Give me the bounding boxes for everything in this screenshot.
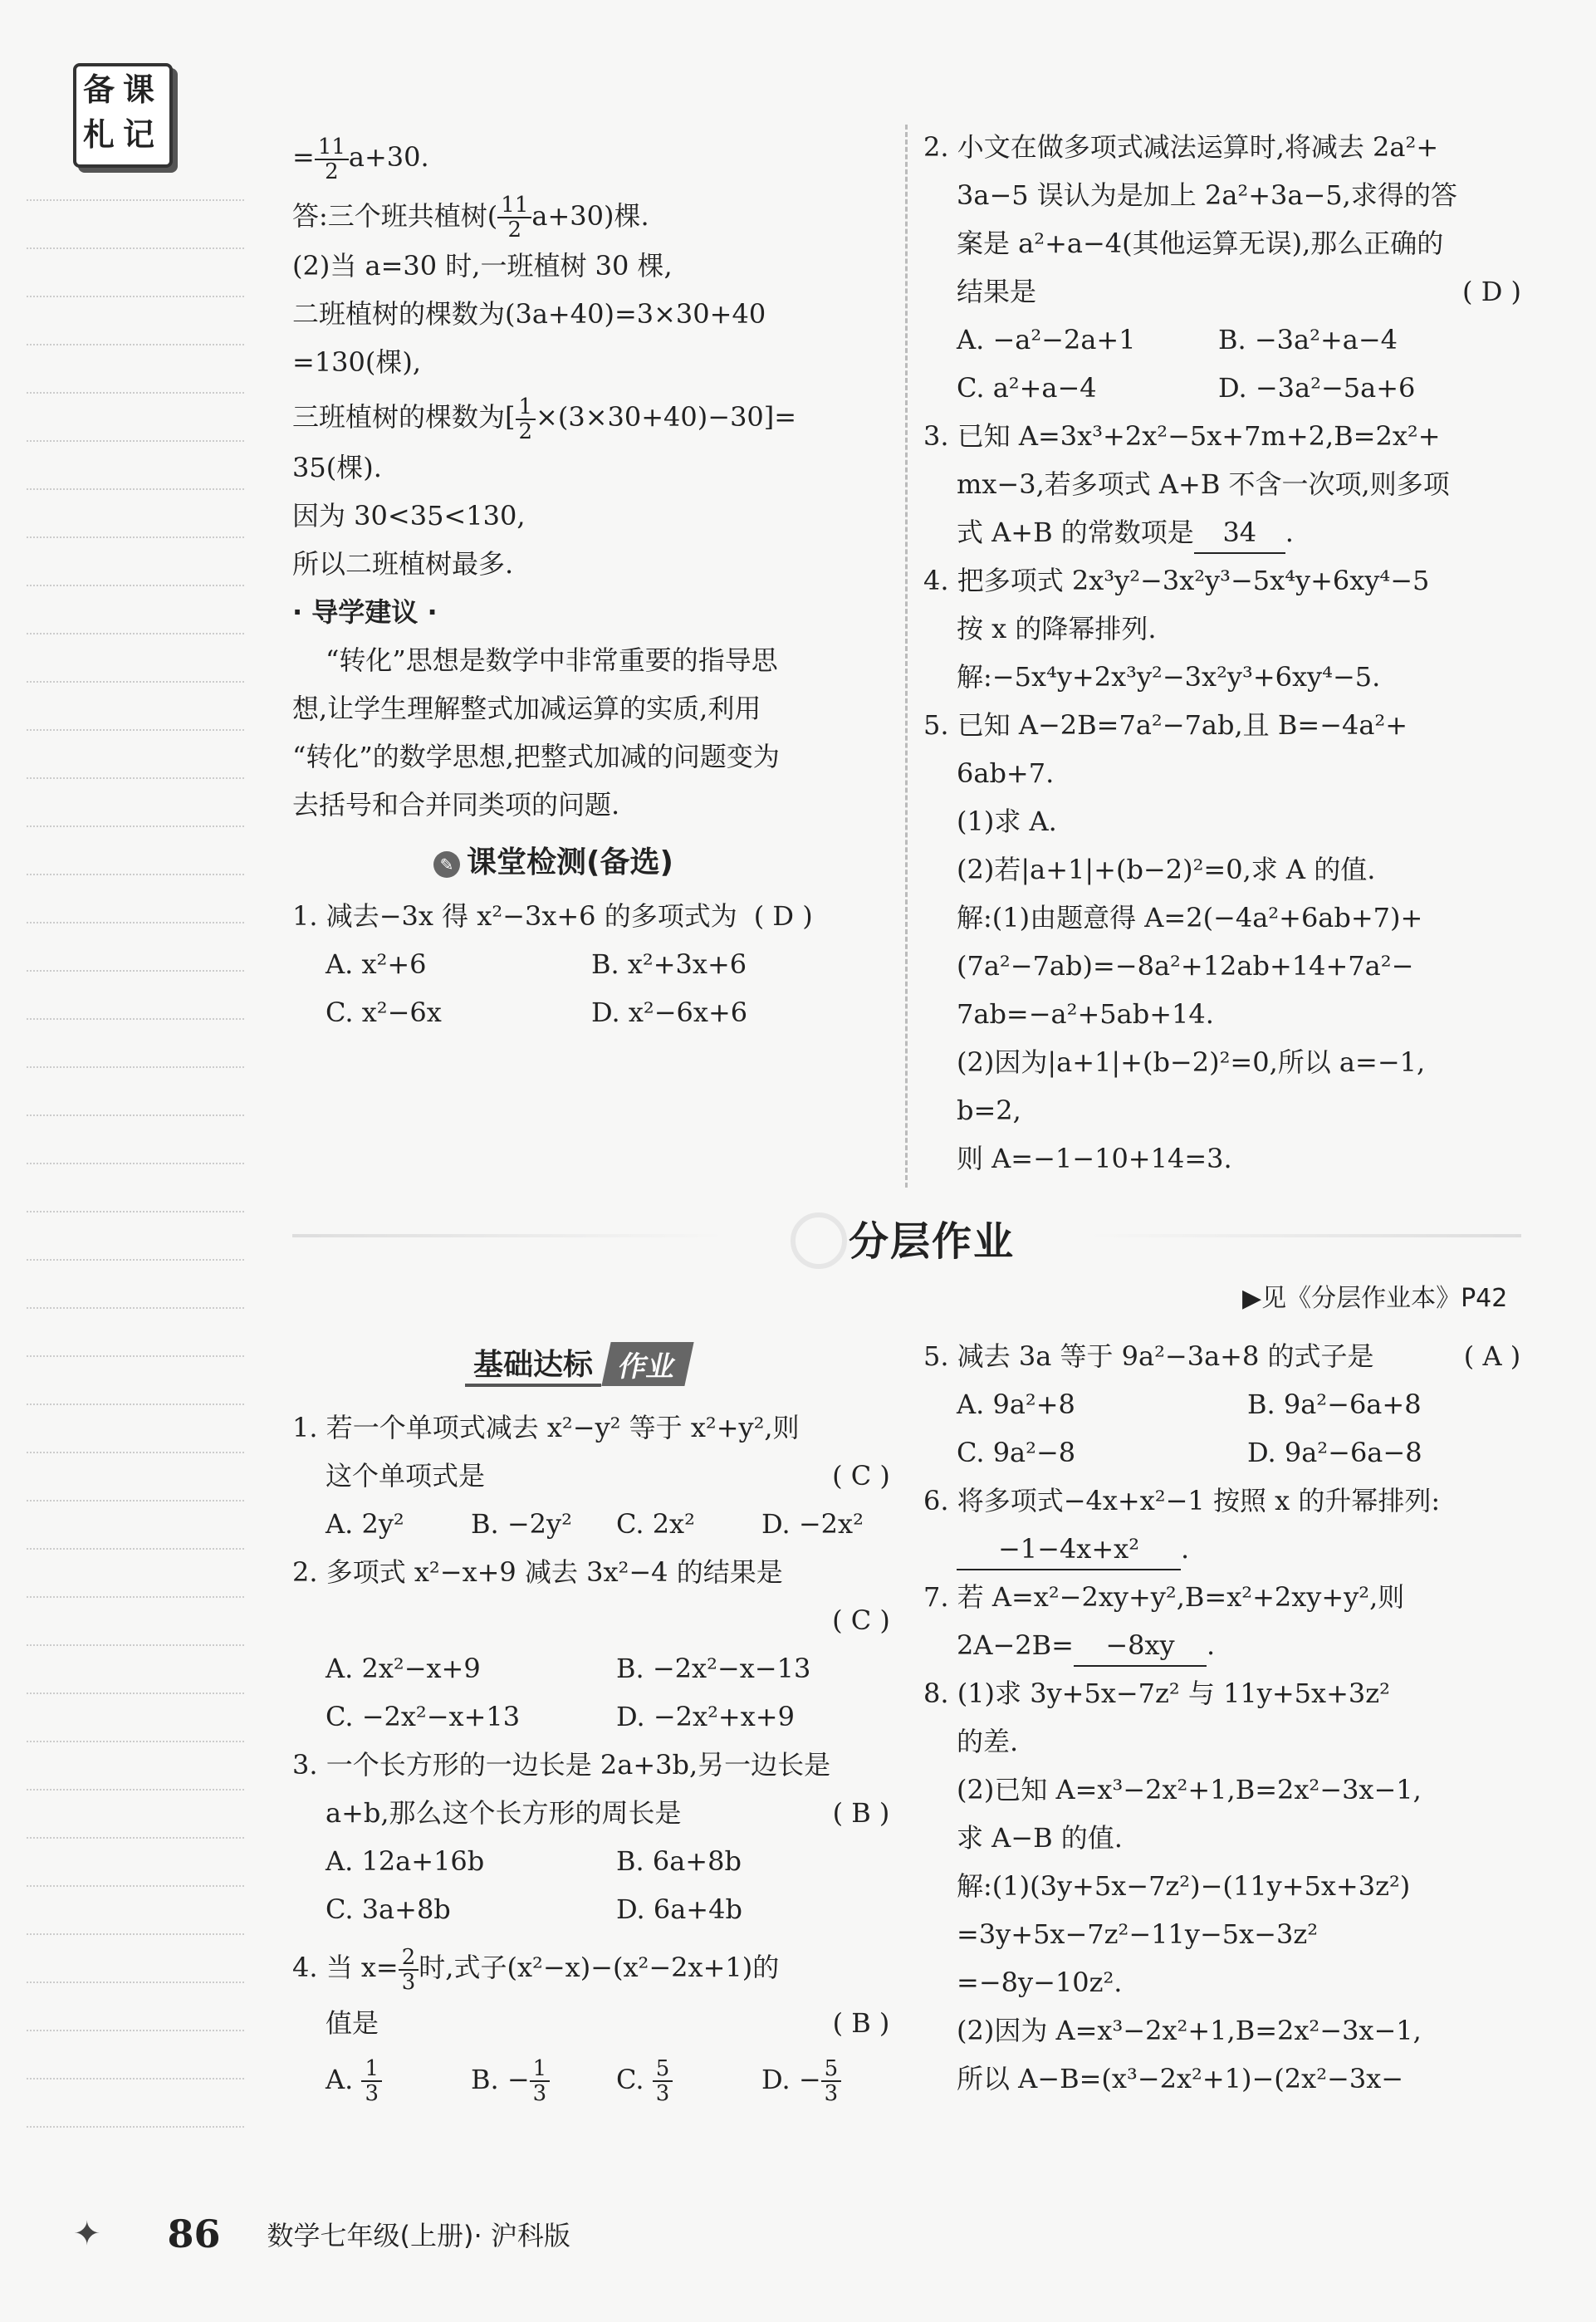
- options: [292, 1693, 890, 1741]
- option: B. x²+3x+6: [591, 948, 747, 980]
- options: [923, 364, 1521, 412]
- options: [292, 1885, 890, 1933]
- margin-rule: [27, 825, 244, 827]
- line: 所以二班植树最多.: [292, 547, 514, 580]
- question: 1. 若一个单项式减去 x²−y² 等于 x²+y²,则: [292, 1412, 800, 1443]
- line: a+b,那么这个长方形的周长是 ( B ): [292, 1789, 890, 1837]
- option: A. $\frac{1}{3}$: [326, 2055, 471, 2106]
- option: C. x²−6x: [326, 996, 442, 1028]
- homework-tag: 作业: [601, 1342, 693, 1386]
- option: D. −2x²+x+9: [616, 1701, 795, 1732]
- answer: ( A ): [1463, 1340, 1521, 1372]
- workbook-reference: ▶见《分层作业本》P42: [1242, 1284, 1508, 1313]
- solution: (7a²−7ab)=−8a²+12ab+14+7a²−: [957, 950, 1414, 982]
- banner-decoration-right: [1089, 1234, 1521, 1237]
- page-footer: [73, 2209, 570, 2259]
- margin-rule: [27, 440, 244, 442]
- option: A. 2y²: [326, 1508, 404, 1540]
- line: (2)若|a+1|+(b−2)²=0,求 A 的值.: [957, 854, 1376, 885]
- margin-rule: [27, 1982, 244, 1983]
- margin-rule: [27, 1307, 244, 1309]
- margin-rule: [27, 1548, 244, 1550]
- footer-logo-icon: ✦: [73, 2215, 101, 2253]
- margin-rule: [27, 1741, 244, 1742]
- question: 7. 若 A=x²−2xy+y²,B=x²+2xy+y²,则: [923, 1581, 1405, 1613]
- line: 求 A−B 的值.: [957, 1822, 1123, 1854]
- solution: 所以 A−B=(x³−2x²+1)−(2x²−3x−: [957, 2063, 1404, 2094]
- options: [292, 1837, 890, 1885]
- book-title: 数学七年级(上册)· 沪科版: [267, 2220, 570, 2251]
- solution: 解:(1)(3y+5x−7z²)−(11y+5x+3z²): [957, 1870, 1411, 1902]
- options: [923, 316, 1521, 364]
- options: [292, 1500, 890, 1548]
- margin-rule: [27, 1693, 244, 1694]
- fill-blank: −8xy: [1074, 1625, 1207, 1667]
- margin-rule: [27, 1789, 244, 1790]
- page-number: 86: [167, 2212, 221, 2256]
- guide-text: “转化”思想是数学中非常重要的指导思: [326, 644, 778, 676]
- solution: 解:−5x⁴y+2x³y²−3x²y³+6xy⁴−5.: [957, 661, 1381, 693]
- margin-rule: [27, 1644, 244, 1646]
- note-badge: [73, 63, 173, 168]
- fraction: $\frac{11}{2}$: [497, 194, 531, 242]
- section-title: 分层作业: [849, 1218, 1016, 1265]
- solution: (2)因为|a+1|+(b−2)²=0,所以 a=−1,: [957, 1046, 1426, 1078]
- answer: ( C ): [832, 1604, 890, 1636]
- option: A. 2x²−x+9: [326, 1653, 481, 1684]
- fraction: $\frac{1}{2}$: [516, 395, 536, 443]
- option: C. 9a²−8: [957, 1437, 1076, 1468]
- margin-rule: [27, 1066, 244, 1068]
- margin-rule: [27, 1596, 244, 1598]
- answer: ( B ): [832, 1797, 890, 1829]
- question: 3. 一个长方形的一边长是 2a+3b,另一边长是: [292, 1749, 831, 1781]
- line: (2)当 a=30 时,一班植树 30 棵,: [292, 250, 673, 282]
- guide-title: · 导学建议 ·: [292, 595, 438, 628]
- line: 2A−2B= −8xy .: [923, 1621, 1521, 1669]
- question: 5. 减去 3a 等于 9a²−3a+8 的式子是 ( A ): [923, 1332, 1521, 1380]
- margin-rule: [27, 585, 244, 586]
- right-column-top: [923, 123, 1521, 1183]
- solution: 则 A=−1−10+14=3.: [957, 1143, 1232, 1174]
- margin-rule: [27, 922, 244, 923]
- question: 2. 小文在做多项式减法运算时,将减去 2a²+: [923, 131, 1439, 163]
- question: 4. 把多项式 2x³y²−3x²y³−5x⁴y+6xy⁴−5: [923, 565, 1430, 596]
- guide-text: 想,让学生理解整式加减运算的实质,利用: [292, 692, 761, 724]
- options: [292, 988, 890, 1036]
- answer: ( D ): [753, 899, 813, 932]
- answer: ( C ): [832, 1460, 890, 1492]
- margin-rule: [27, 488, 244, 490]
- line: =130(棵),: [292, 346, 422, 378]
- solution: =−8y−10z².: [957, 1967, 1123, 1998]
- line: (1)求 A.: [957, 806, 1057, 837]
- line: mx−3,若多项式 A+B 不含一次项,则多项: [957, 468, 1450, 500]
- margin-rule: [27, 777, 244, 779]
- option: B. −3a²+a−4: [1218, 324, 1398, 355]
- option: D. 9a²−6a−8: [1247, 1437, 1422, 1468]
- note-char-2: 课: [123, 71, 155, 108]
- solution: 解:(1)由题意得 A=2(−4a²+6ab+7)+: [957, 902, 1423, 933]
- margin-rule: [27, 1403, 244, 1405]
- line: 这个单项式是 ( C ): [292, 1452, 890, 1500]
- line: 三班植树的棵数为[ $\frac{1}{2}$ ×(3×30+40)−30]=: [292, 394, 797, 444]
- line: 式 A+B 的常数项是 34 .: [923, 508, 1521, 556]
- right-column-bottom: [923, 1332, 1521, 2103]
- options: [292, 2055, 890, 2106]
- margin-rule: [27, 1355, 244, 1357]
- answer: ( D ): [1462, 276, 1521, 307]
- banner-emblem-icon: [791, 1212, 847, 1269]
- option: C. $\frac{5}{3}$: [616, 2055, 761, 2106]
- option: B. −2x²−x−13: [616, 1653, 811, 1684]
- options: [292, 1644, 890, 1693]
- solution: (2)因为 A=x³−2x²+1,B=2x²−3x−1,: [957, 2015, 1422, 2046]
- margin-rule: [27, 1837, 244, 1839]
- option: B. − $\frac{1}{3}$: [471, 2055, 616, 2106]
- line: 的差.: [957, 1726, 1019, 1757]
- margin-rule: [27, 1452, 244, 1453]
- line: −1−4x+x² .: [923, 1525, 1521, 1573]
- level-tag-label: 基础达标: [465, 1341, 601, 1387]
- question: 5. 已知 A−2B=7a²−7ab,且 B=−4a²+: [923, 709, 1408, 741]
- options: [292, 940, 890, 988]
- option: B. 6a+8b: [616, 1845, 742, 1877]
- fraction: $\frac{2}{3}$: [399, 1946, 419, 1994]
- fill-blank: −1−4x+x²: [957, 1529, 1181, 1570]
- answer-line: 答:三个班共植树( $\frac{11}{2}$ a+30)棵.: [292, 193, 649, 242]
- margin-rule: [27, 2030, 244, 2031]
- line: 案是 a²+a−4(其他运算无误),那么正确的: [957, 228, 1444, 259]
- margin-rule: [27, 1018, 244, 1020]
- solution: 7ab=−a²+5ab+14.: [957, 998, 1214, 1030]
- line: 35(棵).: [292, 451, 382, 483]
- left-column-top: [292, 133, 890, 1036]
- line: 因为 30<35<130,: [292, 499, 526, 532]
- line: 值是 ( B ): [292, 1999, 890, 2047]
- options: [923, 1428, 1521, 1477]
- margin-rule: [27, 970, 244, 972]
- fill-blank: 34: [1194, 512, 1285, 554]
- option: C. 2x²: [616, 1508, 695, 1540]
- margin-rule: [27, 729, 244, 731]
- margin-rule: [27, 1933, 244, 1935]
- line: [292, 1596, 890, 1644]
- margin-rule: [27, 1885, 244, 1887]
- fraction: $\frac{11}{2}$: [315, 135, 349, 184]
- line: = $\frac{11}{2}$ a+30.: [292, 134, 429, 184]
- option: B. 9a²−6a+8: [1247, 1389, 1422, 1420]
- question: 8. (1)求 3y+5x−7z² 与 11y+5x+3z²: [923, 1678, 1390, 1709]
- line: 按 x 的降幂排列.: [957, 613, 1157, 644]
- question: 3. 已知 A=3x³+2x²−5x+7m+2,B=2x²+: [923, 420, 1441, 452]
- banner-decoration-left: [292, 1234, 724, 1237]
- check-heading: ✎ 课堂检测(备选): [292, 839, 890, 887]
- answer: ( B ): [832, 2006, 890, 2039]
- margin-rule: [27, 1163, 244, 1164]
- line: 结果是 ( D ): [923, 267, 1521, 316]
- option: C. −2x²−x+13: [326, 1701, 521, 1732]
- solution: b=2,: [957, 1095, 1021, 1126]
- question: 1. 减去−3x 得 x²−3x+6 的多项式为 ( D ): [292, 892, 890, 940]
- line: 6ab+7.: [957, 757, 1055, 789]
- option: A. 12a+16b: [326, 1845, 485, 1877]
- note-char-3: 札: [83, 116, 115, 153]
- option: A. 9a²+8: [957, 1389, 1075, 1420]
- option: D. −2x²: [761, 1508, 864, 1540]
- margin-rule: [27, 874, 244, 875]
- column-divider: [905, 125, 908, 1188]
- margin-rule: [27, 2078, 244, 2080]
- question: 6. 将多项式−4x+x²−1 按照 x 的升幂排列:: [923, 1485, 1441, 1516]
- margin-rule: [27, 2126, 244, 2128]
- solution: =3y+5x−7z²−11y−5x−3z²: [957, 1918, 1319, 1950]
- margin-rule: [27, 1211, 244, 1212]
- left-column-bottom: [292, 1403, 890, 2105]
- line: 3a−5 误认为是加上 2a²+3a−5,求得的答: [957, 179, 1457, 211]
- note-char-4: 记: [123, 116, 155, 153]
- option: D. 6a+4b: [616, 1893, 742, 1925]
- section-banner: [292, 1196, 1521, 1271]
- option: A. −a²−2a+1: [957, 324, 1136, 355]
- margin-rule: [27, 633, 244, 634]
- margin-rule: [27, 247, 244, 249]
- options: [923, 1380, 1521, 1428]
- margin-rule: [27, 1500, 244, 1501]
- guide-text: 去括号和合并同类项的问题.: [292, 788, 620, 821]
- option: B. −2y²: [471, 1508, 572, 1540]
- guide-text: “转化”的数学思想,把整式加减的问题变为: [292, 740, 780, 772]
- level-tag: [465, 1340, 689, 1387]
- margin-rule: [27, 1259, 244, 1261]
- margin-rule: [27, 1114, 244, 1116]
- pencil-icon: ✎: [433, 851, 460, 878]
- margin-rule: [27, 681, 244, 683]
- margin-rule: [27, 536, 244, 538]
- margin-rule: [27, 296, 244, 297]
- margin-rule: [27, 392, 244, 394]
- margin-rule: [27, 199, 244, 201]
- line: (2)已知 A=x³−2x²+1,B=2x²−3x−1,: [957, 1774, 1422, 1805]
- option: C. a²+a−4: [957, 372, 1097, 404]
- line: 二班植树的棵数为(3a+40)=3×30+40: [292, 298, 766, 330]
- option: D. x²−6x+6: [591, 996, 748, 1028]
- margin-rule: [27, 344, 244, 345]
- option: A. x²+6: [326, 948, 427, 980]
- question: 2. 多项式 x²−x+9 减去 3x²−4 的结果是: [292, 1556, 783, 1588]
- option: C. 3a+8b: [326, 1893, 451, 1925]
- option: D. −3a²−5a+6: [1218, 372, 1416, 404]
- note-char-1: 备: [83, 71, 115, 108]
- question: 4. 当 x= $\frac{2}{3}$ 时,式子(x²−x)−(x²−2x+1)的: [292, 1944, 780, 1995]
- option: D. − $\frac{5}{3}$: [761, 2055, 841, 2106]
